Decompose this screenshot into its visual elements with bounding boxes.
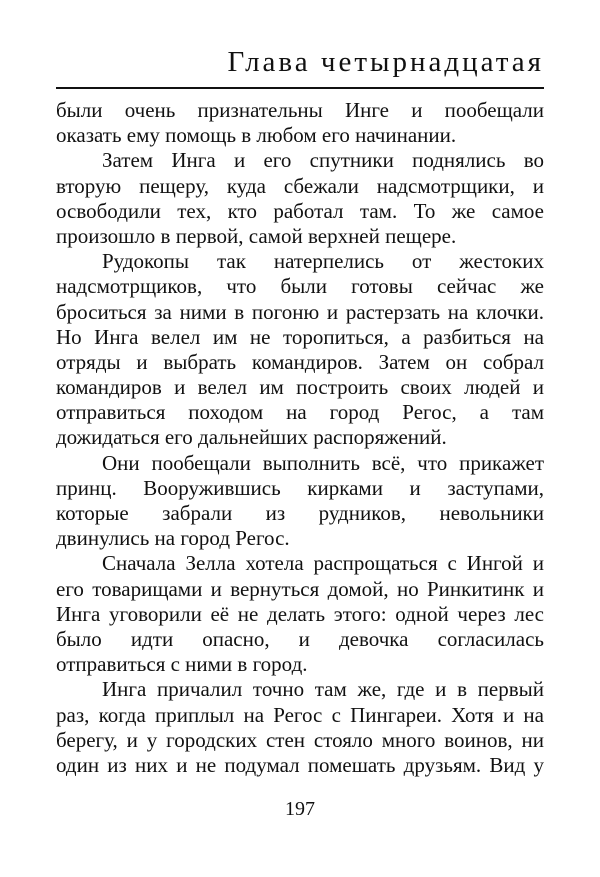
text-line: его товарищами и вернуться домой, но Ринкитинк и bbox=[56, 576, 544, 601]
text-line: принц. Вооружившись кирками и заступами, bbox=[56, 475, 544, 500]
text-line: надсмотрщиков, что были готовы сейчас же bbox=[56, 274, 544, 299]
paragraph bbox=[56, 98, 544, 148]
paragraph bbox=[56, 677, 544, 778]
text-line: отправиться походом на город Регос, а там bbox=[56, 400, 544, 425]
text-line: Но Инга велел им не торопиться, а разбиться на bbox=[56, 324, 544, 349]
paragraph bbox=[56, 249, 544, 451]
text-line: отряды и выбрать командиров. Затем он собрал bbox=[56, 349, 544, 374]
text-line: командиров и велел им построить своих людей и bbox=[56, 375, 544, 400]
header-rule bbox=[56, 87, 544, 89]
text-line: которые забрали из рудников, невольники bbox=[56, 501, 544, 525]
text-line: отправиться с ними в город. bbox=[56, 652, 308, 677]
text-line: произошло в первой, самой верхней пещере. bbox=[56, 223, 457, 248]
text-line: Затем Инга и его спутники поднялись во bbox=[102, 148, 544, 173]
text-line: Инга причалил точно там же, где и в первый bbox=[102, 677, 544, 702]
text-line: были очень признательны Инге и пообещали bbox=[56, 98, 544, 122]
text-line: вторую пещеру, куда сбежали надсмотрщики, и bbox=[56, 173, 544, 198]
text-line: освободили тех, кто работал там. То же самое bbox=[56, 198, 544, 223]
text-line: Инга уговорили её не делать этого: одной через лес bbox=[56, 601, 544, 626]
text-line: раз, когда приплыл на Регос с Пингареи. Хотя и на bbox=[56, 702, 544, 727]
text-line: Сначала Зелла хотела распрощаться с Ингой и bbox=[102, 551, 544, 576]
paragraph bbox=[56, 451, 544, 552]
text-line: один из них и не подумал помешать друзьям. Вид у bbox=[56, 752, 544, 777]
text-line: берегу, и у городских стен стояло много воинов, ни bbox=[56, 727, 544, 752]
page-number: 197 bbox=[285, 798, 315, 820]
paragraph bbox=[56, 148, 544, 249]
text-line: было идти опасно, и девочка согласилась bbox=[56, 626, 544, 651]
text-line: двинулись на город Регос. bbox=[56, 526, 290, 551]
paragraph bbox=[56, 551, 544, 677]
chapter-title: Глава четырнадцатая bbox=[227, 46, 544, 78]
text-line: Они пообещали выполнить всё, что прикажет bbox=[102, 450, 544, 475]
text-line: броситься за ними в погоню и растерзать на клочки. bbox=[56, 299, 544, 324]
text-line: дожидаться его дальнейших распоряжений. bbox=[56, 425, 447, 450]
text-line: оказать ему помощь в любом его начинании. bbox=[56, 123, 457, 148]
body-text bbox=[56, 98, 544, 778]
text-line: Рудокопы так натерпелись от жестоких bbox=[102, 249, 544, 274]
